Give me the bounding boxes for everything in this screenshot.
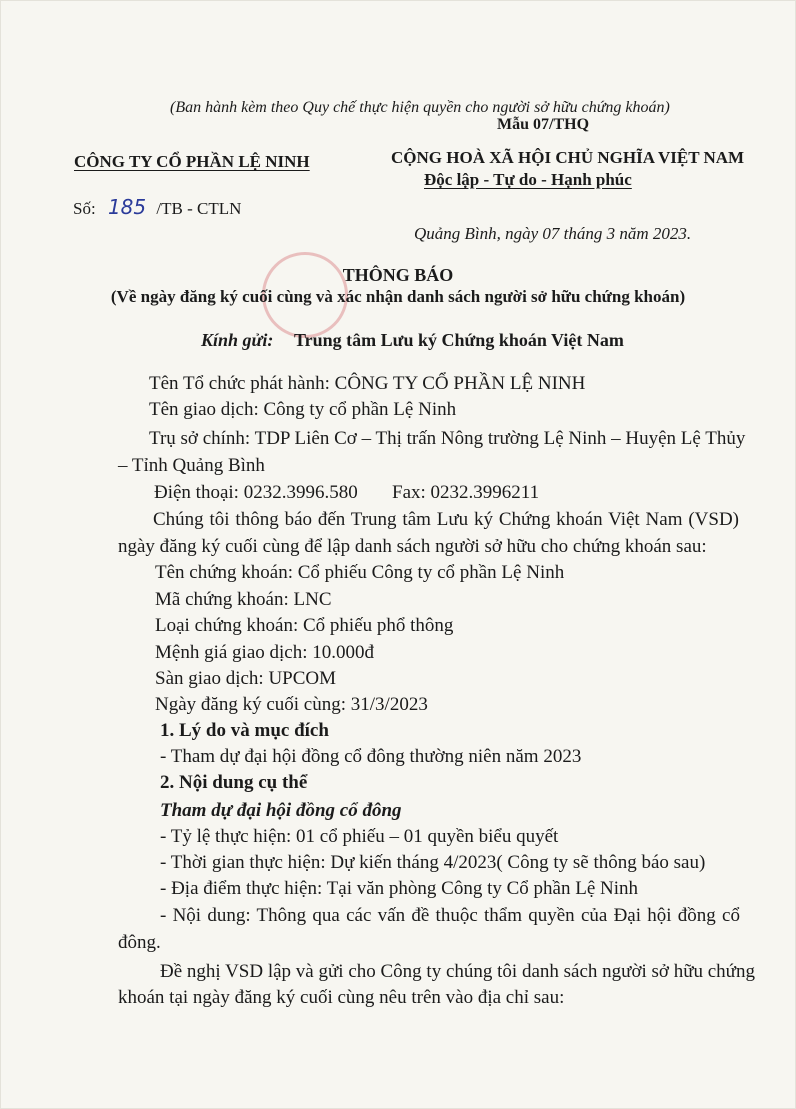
par-value-line: Mệnh giá giao dịch: 10.000đ	[155, 642, 374, 663]
notice-title: THÔNG BÁO	[342, 265, 454, 285]
notice-subtitle: (Về ngày đăng ký cuối cùng và xác nhận danh sách người sở hữu chứng khoán)	[110, 287, 686, 306]
content-line-1: - Nội dung: Thông qua các vấn đề thuộc thẩm quyền của Đại hội đồng cổ	[160, 905, 740, 926]
recipient-name: Trung tâm Lưu ký Chứng khoán Việt Nam	[294, 330, 624, 350]
section-2-subtitle: Tham dự đại hội đồng cổ đông	[160, 800, 402, 821]
issuer-line: Tên Tổ chức phát hành: CÔNG TY CỔ PHẦN LỆ NINH	[149, 373, 586, 394]
number-suffix: /TB - CTLN	[156, 199, 242, 218]
request-line-2: khoán tại ngày đăng ký cuối cùng nêu trên vào địa chỉ sau:	[118, 987, 565, 1008]
form-code: Mẫu 07/THQ	[497, 116, 590, 133]
time-line: - Thời gian thực hiện: Dự kiến tháng 4/2023( Công ty sẽ thông báo sau)	[160, 852, 706, 873]
trade-name-line: Tên giao dịch: Công ty cổ phần Lệ Ninh	[149, 399, 457, 420]
recipient-label: Kính gửi:	[201, 330, 274, 350]
handwritten-number: 185	[107, 195, 147, 219]
document-number	[73, 195, 241, 219]
section-1-item: - Tham dự đại hội đồng cổ đông thường niên năm 2023	[160, 746, 582, 767]
content-line-2: đông.	[118, 932, 161, 953]
place-date: Quảng Bình, ngày 07 tháng 3 năm 2023.	[414, 224, 692, 243]
notice-line-1: Chúng tôi thông báo đến Trung tâm Lưu ký Chứng khoán Việt Nam (VSD)	[153, 509, 739, 530]
company-name: CÔNG TY CỔ PHẦN LỆ NINH	[74, 152, 310, 171]
national-motto: Độc lập - Tự do - Hạnh phúc	[424, 170, 632, 189]
security-name-line: Tên chứng khoán: Cổ phiếu Công ty cổ phần Lệ Ninh	[155, 562, 565, 583]
notice-line-2: ngày đăng ký cuối cùng để lập danh sách người sở hữu cho chứng khoán sau:	[118, 536, 707, 557]
phone-line: Điện thoại: 0232.3996.580	[154, 482, 358, 503]
ratio-line: - Tỷ lệ thực hiện: 01 cổ phiếu – 01 quyền biểu quyết	[160, 826, 559, 847]
issued-with-note: (Ban hành kèm theo Quy chế thực hiện quyền cho người sở hữu chứng khoán)	[170, 99, 670, 116]
security-code-line: Mã chứng khoán: LNC	[155, 589, 332, 610]
headquarters-line-1: Trụ sở chính: TDP Liên Cơ – Thị trấn Nông trường Lệ Ninh – Huyện Lệ Thủy	[149, 428, 746, 449]
number-label: Số:	[73, 199, 96, 218]
section-2-title: 2. Nội dung cụ thể	[160, 772, 308, 793]
request-line-1: Đề nghị VSD lập và gửi cho Công ty chúng tôi danh sách người sở hữu chứng	[160, 961, 755, 982]
fax-line: Fax: 0232.3996211	[392, 482, 540, 503]
exchange-line: Sàn giao dịch: UPCOM	[155, 668, 337, 689]
headquarters-line-2: – Tỉnh Quảng Bình	[118, 455, 265, 476]
record-date-line: Ngày đăng ký cuối cùng: 31/3/2023	[155, 694, 428, 715]
section-1-title: 1. Lý do và mục đích	[160, 720, 329, 741]
security-type-line: Loại chứng khoán: Cổ phiếu phổ thông	[155, 615, 454, 636]
country-name: CỘNG HOÀ XÃ HỘI CHỦ NGHĨA VIỆT NAM	[391, 148, 745, 167]
venue-line: - Địa điểm thực hiện: Tại văn phòng Công ty Cổ phần Lệ Ninh	[160, 878, 639, 899]
